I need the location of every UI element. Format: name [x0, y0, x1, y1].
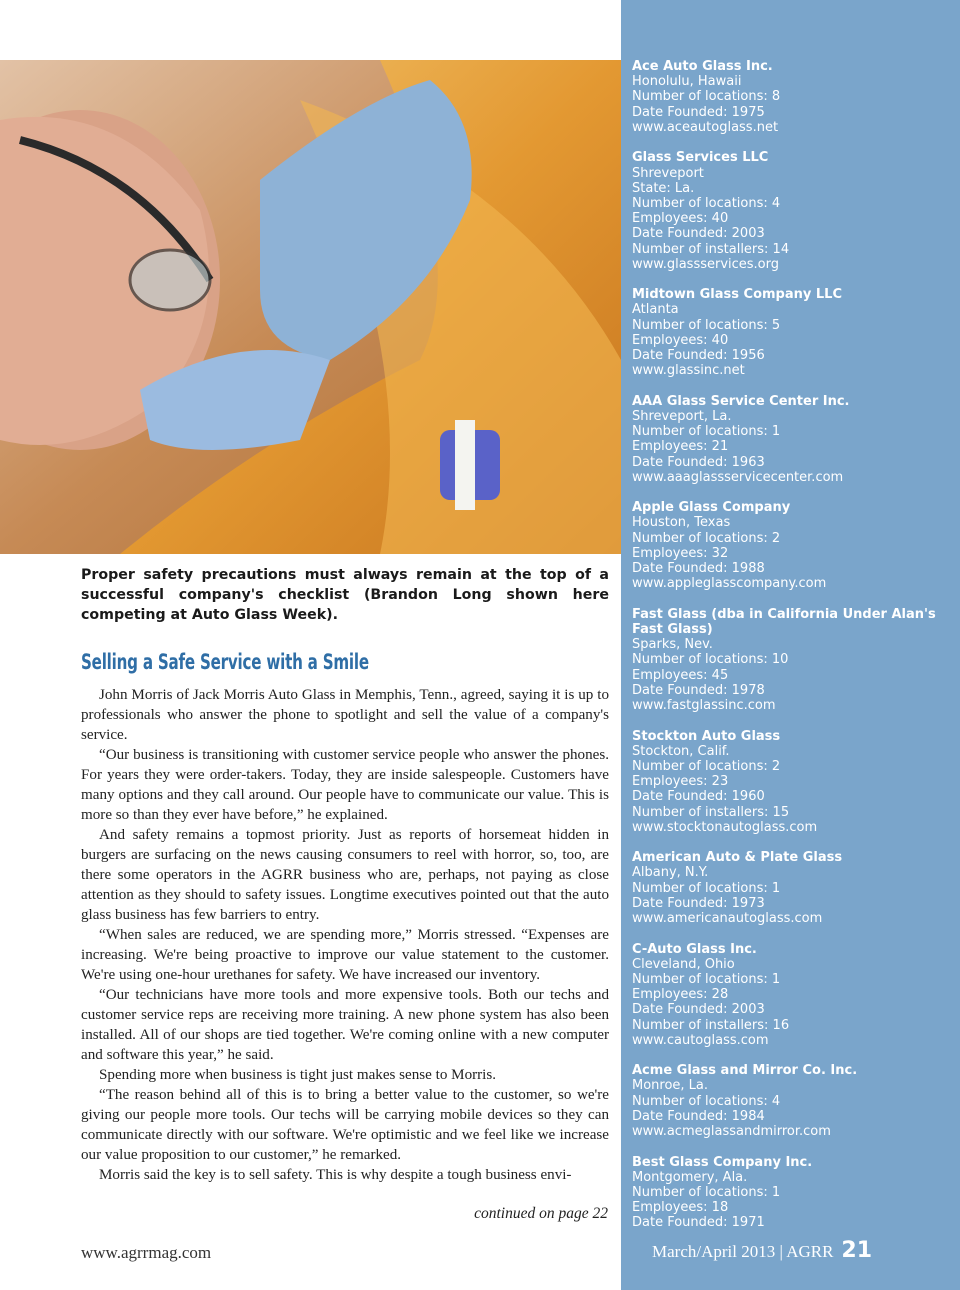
company-list [632, 59, 954, 1246]
article-paragraph: “When sales are reduced, we are spending more,” Morris stressed. “Expenses are increasing. We're being proactive to improve our value statement to the customer. We're using one-hour urethanes for safety. We have increased our inventory. [81, 927, 609, 983]
company-detail: Date Founded: 1971 [632, 1215, 765, 1231]
company-name: Acme Glass and Mirror Co. Inc. [632, 1063, 858, 1079]
company-detail: www.appleglasscompany.com [632, 576, 827, 592]
company-detail: www.cautoglass.com [632, 1032, 769, 1048]
company-detail: Number of locations: 5 [632, 317, 781, 333]
company-detail: Stockton, Calif. [632, 743, 730, 759]
article-headline: Selling a Safe Service with a Smile [81, 650, 369, 674]
company-detail: Number of locations: 8 [632, 89, 781, 105]
article-paragraph: Spending more when business is tight just makes sense to Morris. [99, 1067, 497, 1083]
company-name: Glass Services LLC [632, 150, 769, 166]
company-name: American Auto & Plate Glass [632, 850, 843, 866]
company-entry [632, 394, 954, 485]
company-detail: Montgomery, Ala. [632, 1169, 748, 1185]
footer-url: www.agrrmag.com [81, 1243, 212, 1262]
company-name: Stockton Auto Glass [632, 728, 781, 744]
company-entry [632, 729, 954, 835]
company-detail: Date Founded: 1988 [632, 561, 765, 577]
article-paragraph: Morris said the key is to sell safety. This is why despite a tough business envi- [99, 1167, 572, 1183]
article-paragraph: “The reason behind all of this is to bring a better value to the customer, so we're giving our people more tools. Our techs will be carrying mobile devices so they can communicate directly with our software. We're optimistic and we feel like we increase our value proposition to our customer,” he remarked. [81, 1087, 609, 1163]
company-detail: Sparks, Nev. [632, 637, 713, 653]
company-detail: Houston, Texas [632, 515, 731, 531]
company-detail: Date Founded: 2003 [632, 1002, 765, 1018]
company-name: Best Glass Company Inc. [632, 1154, 813, 1170]
company-detail: www.aceautoglass.net [632, 119, 779, 135]
company-entry [632, 1155, 954, 1231]
company-name: C-Auto Glass Inc. [632, 941, 757, 957]
company-detail: Date Founded: 1956 [632, 348, 765, 364]
page-folio [652, 1238, 872, 1263]
company-name: Apple Glass Company [632, 500, 791, 516]
company-entry [632, 1063, 954, 1139]
company-detail: Employees: 28 [632, 987, 729, 1003]
continued-note: continued on page 22 [474, 1205, 608, 1222]
article-paragraph: And safety remains a topmost priority. Just as reports of horsemeat hidden in burgers are surfacing on the news causing consumers to reel with horror, so, too, are there some operators in the AGRR business who are, perhaps, not paying as close attention as they should to safety issues. Longtime executives pointed out that the auto glass business has few barriers to entry. [81, 827, 609, 923]
company-detail: Employees: 40 [632, 211, 729, 227]
company-detail: Date Founded: 1978 [632, 682, 765, 698]
company-detail: Number of locations: 1 [632, 971, 781, 987]
article-photo [0, 60, 621, 554]
company-detail: Date Founded: 2003 [632, 226, 765, 242]
company-detail: Atlanta [632, 302, 679, 318]
company-detail: Date Founded: 1963 [632, 454, 765, 470]
issue-label: March/April 2013 | AGRR [652, 1242, 834, 1261]
article-paragraph: “Our technicians have more tools and more expensive tools. Both our techs and customer service reps are receiving more training. A new phone system has also been installed. All of our shops are tied together. We're coming online with a new computer and software this year,” he said. [81, 987, 609, 1063]
company-entry [632, 59, 954, 135]
company-detail: Number of locations: 1 [632, 424, 781, 440]
company-detail: Number of locations: 4 [632, 1093, 781, 1109]
company-detail: www.americanautoglass.com [632, 911, 823, 927]
company-name: Ace Auto Glass Inc. [632, 59, 773, 74]
photo-caption: Proper safety precautions must always remain at the top of a successful company's checklist (Brandon Long shown here competing at Auto Glass Week). [81, 567, 609, 623]
company-sidebar [621, 0, 960, 1290]
company-detail: Number of installers: 15 [632, 804, 790, 820]
company-name: Fast Glass (dba in California Under Alan's Fast Glass) [632, 606, 936, 637]
company-detail: Number of locations: 1 [632, 880, 781, 896]
company-detail: www.glassinc.net [632, 363, 745, 379]
company-detail: Date Founded: 1973 [632, 895, 765, 911]
technician-photo-illustration [0, 60, 621, 554]
company-detail: Employees: 23 [632, 774, 729, 790]
article-body [81, 685, 609, 1185]
company-detail: Number of installers: 16 [632, 1017, 790, 1033]
company-detail: Number of locations: 4 [632, 195, 781, 211]
company-detail: Employees: 18 [632, 1200, 729, 1216]
company-detail: Shreveport, La. [632, 408, 732, 424]
company-detail: Number of locations: 2 [632, 758, 781, 774]
company-entry [632, 287, 954, 378]
company-detail: www.stocktonautoglass.com [632, 819, 818, 835]
company-detail: Number of installers: 14 [632, 241, 790, 257]
company-detail: Cleveland, Ohio [632, 956, 735, 972]
article-paragraph: John Morris of Jack Morris Auto Glass in Memphis, Tenn., agreed, saying it is up to professionals who answer the phone to spotlight and sell the value of a company's service. [81, 687, 609, 743]
company-entry [632, 850, 954, 926]
company-detail: Employees: 21 [632, 439, 729, 455]
company-name: AAA Glass Service Center Inc. [632, 393, 850, 409]
company-entry [632, 150, 954, 272]
company-detail: Employees: 45 [632, 667, 729, 683]
company-detail: www.fastglassinc.com [632, 698, 776, 713]
company-detail: Honolulu, Hawaii [632, 74, 742, 90]
company-detail: State: La. [632, 180, 695, 196]
company-detail: Shreveport [632, 165, 704, 181]
company-name: Midtown Glass Company LLC [632, 287, 842, 303]
company-detail: Number of locations: 2 [632, 530, 781, 546]
company-entry [632, 607, 954, 713]
company-detail: www.acmeglassandmirror.com [632, 1124, 831, 1140]
company-entry [632, 500, 954, 591]
company-detail: www.glassservices.org [632, 256, 780, 272]
company-detail: Number of locations: 10 [632, 652, 789, 668]
page-number: 21 [841, 1238, 873, 1263]
article-paragraph: “Our business is transitioning with customer service people who answer the phones. For years they were order-takers. Today, they are inside salespeople. Customers have many options and they call around. Our people have to communicate our value. This is more so than they ever have before,” he explained. [81, 747, 609, 823]
company-entry [632, 942, 954, 1048]
company-detail: Monroe, La. [632, 1078, 709, 1094]
company-detail: Employees: 32 [632, 545, 729, 561]
company-detail: www.aaaglassservicecenter.com [632, 469, 844, 485]
company-detail: Employees: 40 [632, 332, 729, 348]
company-detail: Number of locations: 1 [632, 1184, 781, 1200]
company-detail: Date Founded: 1984 [632, 1108, 765, 1124]
company-detail: Date Founded: 1960 [632, 789, 765, 805]
company-detail: Albany, N.Y. [632, 865, 709, 881]
company-detail: Date Founded: 1975 [632, 104, 765, 120]
